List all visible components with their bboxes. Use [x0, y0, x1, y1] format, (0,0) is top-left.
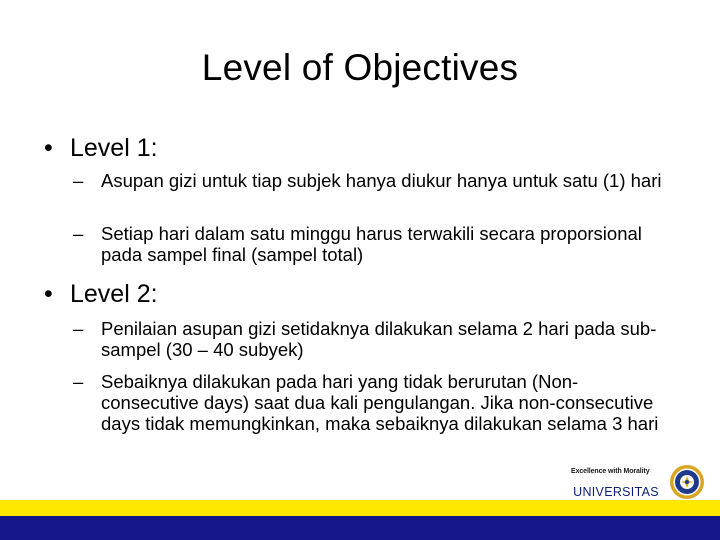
level-1-item-2-text: Setiap hari dalam satu minggu harus terwakili secara proporsional pada sampel final (sampel total): [101, 223, 642, 265]
footer-blue-band: [0, 516, 720, 540]
level-2-heading: [44, 279, 158, 309]
level-2-label: Level 2:: [70, 280, 158, 308]
bullet-icon: •: [44, 280, 53, 308]
dash-icon: –: [73, 318, 84, 339]
level-1-item-1: [73, 170, 673, 191]
university-name-line-1: UNIVERSITAS: [573, 485, 659, 499]
level-1-heading: [44, 133, 158, 163]
level-2-item-2-text: Sebaiknya dilakukan pada hari yang tidak berurutan (Non-consecutive days) saat dua kali pengulangan. Jika non-consecutive days tidak memungkinkan, maka sebaiknya dilakukan selama 3 hari: [101, 371, 659, 434]
level-1-item-2: [73, 223, 673, 265]
bullet-icon: •: [44, 134, 53, 162]
level-2-item-2: [73, 371, 673, 434]
level-2-item-1: [73, 318, 673, 360]
level-1-label: Level 1:: [70, 134, 158, 162]
university-seal-icon: [669, 464, 705, 500]
dash-icon: –: [73, 223, 84, 244]
dash-icon: –: [73, 371, 84, 392]
university-tagline: Excellence with Morality: [571, 468, 650, 475]
level-2-item-1-text: Penilaian asupan gizi setidaknya dilakukan selama 2 hari pada sub-sampel (30 – 40 subyek): [101, 318, 657, 360]
slide-title: Level of Objectives: [201, 47, 519, 88]
footer-yellow-band: [0, 500, 720, 516]
dash-icon: –: [73, 170, 84, 191]
level-1-item-1-text: Asupan gizi untuk tiap subjek hanya diukur hanya untuk satu (1) hari: [101, 170, 662, 191]
